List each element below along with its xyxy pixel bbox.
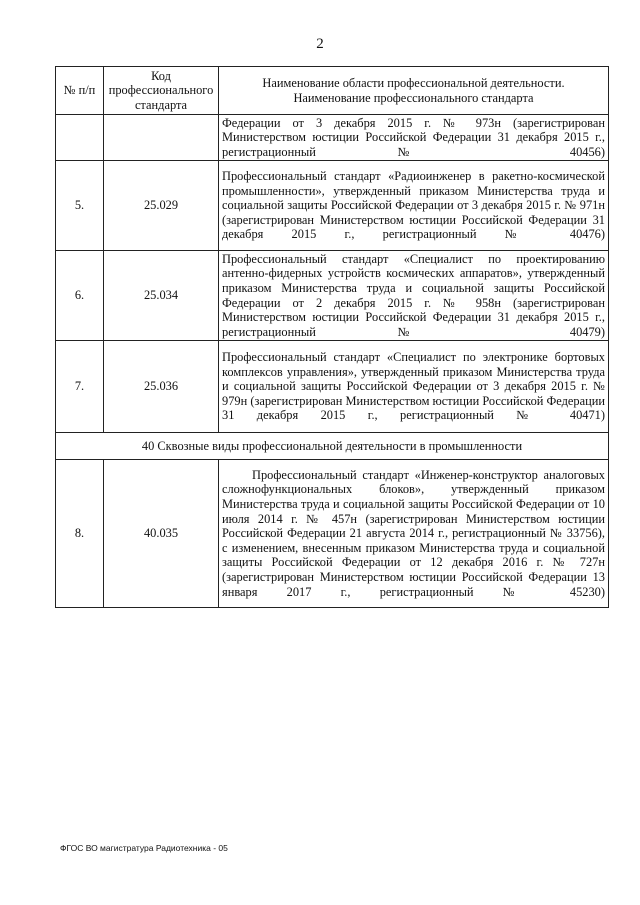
cell-standard-name: Профессиональный стандарт «Инженер-конструктор аналоговых сложнофункциональных блоков», утвержденный приказом Министерства труда и социальной защиты Российской Федерации от 10 июля 2014 г. № 457н (зарегистрирован Министерством юстиции Российской Федерации 21 августа 2014 г., регистрационный № 33756), с изменением, внесенным приказом Министерства труда и социальной защиты Российской Федерации от 12 декабря 2016 г. № 727н (зарегистрирован Министерством юстиции Российской Федерации 13 января 2017 г., регистрационный № 45230) <box>219 460 609 608</box>
header-name: Наименование области профессиональной деятельности. Наименование профессионального стандарта <box>219 67 609 115</box>
cell-code: 25.036 <box>104 341 219 433</box>
section-row <box>56 433 609 460</box>
cell-continuation: Федерации от 3 декабря 2015 г. № 973н (зарегистрирован Министерством юстиции Российской Федерации 31 декабря 2015 г., регистрационный № 40456) <box>219 115 609 161</box>
cell-standard-name: Профессиональный стандарт «Специалист по проектированию антенно-фидерных устройств космических аппаратов», утвержденный приказом Министерства труда и социальной защиты Российской Федерации от 2 декабря 2015 г. № 958н (зарегистрирован Министерством юстиции Российской Федерации 31 декабря 2015 г., регистрационный № 40479) <box>219 251 609 341</box>
cell-standard-name: Профессиональный стандарт «Радиоинженер в ракетно-космической промышленности», утвержденный приказом Министерства труда и социальной защиты Российской Федерации от 3 декабря 2015 г. № 971н (зарегистрирован Министерством юстиции Российской Федерации 31 декабря 2015 г., регистрационный № 40476) <box>219 161 609 251</box>
cell-standard-name: Профессиональный стандарт «Специалист по электронике бортовых комплексов управления», утвержденный приказом Министерства труда и социальной защиты Российской Федерации от 3 декабря 2015 г. № 979н (зарегистрирован Министерством юстиции Российской Федерации 31 декабря 2015 г., регистрационный № 40471) <box>219 341 609 433</box>
cell-code: 40.035 <box>104 460 219 608</box>
cell-num: 7. <box>56 341 104 433</box>
page-number: 2 <box>316 36 324 52</box>
header-code: Код профессионального стандарта <box>104 67 219 115</box>
cell-num: 8. <box>56 460 104 608</box>
table-row-continuation <box>56 115 609 161</box>
standards-table <box>55 66 609 608</box>
table-row <box>56 460 609 608</box>
table-row <box>56 341 609 433</box>
table-row <box>56 161 609 251</box>
cell-num-empty <box>56 115 104 161</box>
table-row <box>56 251 609 341</box>
cell-num: 5. <box>56 161 104 251</box>
cell-code-empty <box>104 115 219 161</box>
header-num: № п/п <box>56 67 104 115</box>
table-header-row <box>56 67 609 115</box>
cell-num: 6. <box>56 251 104 341</box>
footer-text: ФГОС ВО магистратура Радиотехника - 05 <box>60 843 228 853</box>
cell-code: 25.029 <box>104 161 219 251</box>
cell-code: 25.034 <box>104 251 219 341</box>
section-title: 40 Сквозные виды профессиональной деятельности в промышленности <box>56 433 609 460</box>
